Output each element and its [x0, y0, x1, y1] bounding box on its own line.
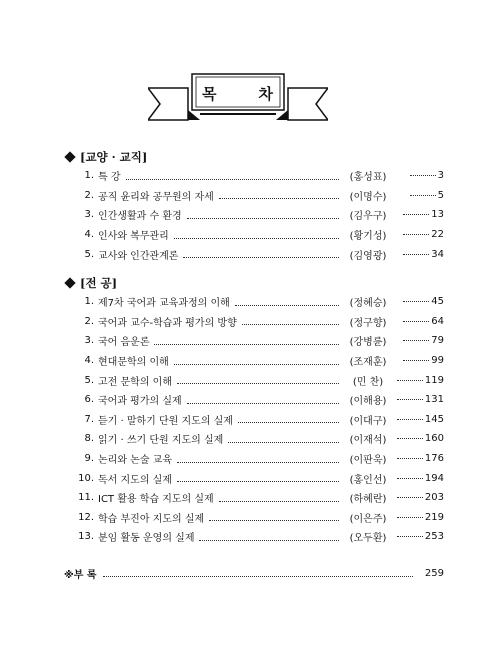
toc-row[interactable] [78, 488, 444, 508]
toc-row[interactable] [78, 205, 444, 225]
item-title: 제7차 국어과 교육과정의 이해 [98, 298, 230, 310]
item-page: 253 [394, 531, 444, 542]
item-author: (황기성) [349, 231, 387, 243]
item-author: (오두환) [349, 533, 387, 545]
item-title: 인사와 복무관리 [98, 231, 169, 243]
item-page: 45 [394, 296, 444, 307]
dot-leader [154, 343, 339, 345]
item-author: (조재훈) [349, 357, 387, 369]
item-page: 99 [394, 355, 444, 366]
dot-leader [177, 480, 339, 482]
toc-row[interactable] [78, 410, 444, 430]
item-title: 인간생활과 수 환경 [98, 211, 182, 223]
toc-row[interactable] [78, 527, 444, 547]
dot-leader [209, 519, 339, 521]
item-page: 34 [394, 249, 444, 260]
item-number: 12. [78, 511, 94, 523]
dot-leader [228, 441, 339, 443]
section-header [64, 148, 444, 166]
item-title: 학습 부진아 지도의 실제 [98, 513, 205, 525]
item-title: 국어과 교수-학습과 평가의 방향 [98, 317, 237, 329]
item-author: (정혜승) [349, 298, 387, 310]
dot-leader [126, 178, 340, 180]
dot-leader [199, 539, 339, 541]
item-author: (홍성표) [349, 172, 387, 184]
item-title: ICT 활용 학습 지도의 실제 [98, 494, 214, 506]
toc-row[interactable] [78, 292, 444, 312]
item-number: 5. [84, 248, 94, 260]
toc-row[interactable] [78, 449, 444, 469]
item-page: 79 [394, 335, 444, 346]
item-number: 3. [84, 335, 94, 347]
item-number: 6. [84, 394, 94, 406]
toc-row[interactable] [78, 508, 444, 528]
item-title: 공직 윤리와 공무원의 자세 [98, 191, 214, 203]
item-title: 듣기 · 말하기 단원 지도의 실제 [98, 415, 233, 427]
dot-leader [103, 575, 413, 577]
dot-leader [177, 461, 339, 463]
item-page: 5 [394, 190, 444, 201]
item-title: 교사와 인간관계론 [98, 250, 179, 262]
item-number: 8. [84, 433, 94, 445]
item-title: 국어 음운론 [98, 337, 150, 349]
item-page: 131 [394, 394, 444, 405]
section-title: [전 공] [80, 276, 118, 290]
item-title: 국어과 평가의 실제 [98, 396, 182, 408]
dot-leader [177, 382, 339, 384]
item-author: (이은주) [349, 513, 387, 525]
item-number: 2. [84, 315, 94, 327]
toc-row[interactable] [78, 186, 444, 206]
toc-row[interactable] [78, 331, 444, 351]
dot-leader [183, 256, 339, 258]
item-author: (이해용) [349, 396, 387, 408]
toc-title-char-2: 차 [258, 84, 274, 103]
item-number: 4. [84, 229, 94, 241]
item-number: 1. [84, 296, 94, 308]
item-author: (이판욱) [349, 455, 387, 467]
item-author: (홍인선) [349, 474, 387, 486]
dot-leader [219, 197, 339, 199]
item-title: 고전 문학의 이해 [98, 376, 172, 388]
item-author: (민 찬) [352, 376, 384, 388]
item-author: (정구향) [349, 317, 387, 329]
item-title: 읽기 · 쓰기 단원 지도의 실제 [98, 435, 224, 447]
dot-leader [187, 402, 339, 404]
toc-row[interactable] [78, 351, 444, 371]
toc-title-banner [148, 70, 328, 132]
dot-leader [219, 500, 339, 502]
item-number: 2. [84, 189, 94, 201]
diamond-bullet-icon [64, 151, 75, 162]
item-author: (김우구) [349, 211, 387, 223]
section-header [64, 274, 444, 292]
toc-row[interactable] [78, 370, 444, 390]
toc-list [78, 166, 444, 264]
section-general [64, 148, 444, 264]
dot-leader [174, 363, 339, 365]
toc-row[interactable] [78, 166, 444, 186]
item-author: (김영광) [349, 250, 387, 262]
item-page: 3 [394, 170, 444, 181]
dot-leader [235, 304, 339, 306]
item-number: 7. [84, 413, 94, 425]
item-number: 4. [84, 355, 94, 367]
item-author: (강병륜) [349, 337, 387, 349]
toc-row-appendix[interactable] [64, 564, 444, 582]
dot-leader [174, 237, 339, 239]
toc-title-char-1: 목 [202, 84, 218, 103]
item-author: (하혜란) [349, 494, 387, 506]
item-title: 특 강 [98, 172, 121, 184]
item-author: (이명수) [349, 191, 387, 203]
dot-leader [242, 323, 339, 325]
item-number: 10. [78, 472, 94, 484]
section-major [64, 274, 444, 547]
item-number: 5. [84, 374, 94, 386]
item-page: 145 [394, 414, 444, 425]
item-title: 분임 활동 운영의 실제 [98, 533, 195, 545]
toc-list [78, 292, 444, 547]
item-number: 11. [78, 492, 94, 504]
toc-row[interactable] [78, 468, 444, 488]
toc-row[interactable] [78, 429, 444, 449]
item-page: 176 [394, 453, 444, 464]
diamond-bullet-icon [64, 277, 75, 288]
item-page: 13 [394, 209, 444, 220]
item-number: 13. [78, 531, 94, 543]
item-author: (이대구) [349, 415, 387, 427]
item-page: 194 [394, 473, 444, 484]
item-page: 119 [394, 375, 444, 386]
section-title: [교양 · 교직] [80, 150, 148, 164]
toc-row[interactable] [78, 312, 444, 332]
item-author: (이재석) [349, 435, 387, 447]
item-title: 현대문학의 이해 [98, 357, 169, 369]
item-page: 160 [394, 433, 444, 444]
toc-row[interactable] [78, 225, 444, 245]
dot-leader [187, 217, 339, 219]
toc-row[interactable] [78, 244, 444, 264]
item-page: 203 [394, 492, 444, 503]
item-page: 64 [394, 316, 444, 327]
toc-title [202, 78, 274, 108]
dot-leader [238, 421, 339, 423]
item-number: 3. [84, 209, 94, 221]
appendix-page: 259 [424, 567, 444, 579]
item-number: 9. [84, 453, 94, 465]
item-number: 1. [84, 170, 94, 182]
item-title: 독서 지도의 실제 [98, 474, 172, 486]
item-title: 논리와 논술 교육 [98, 455, 172, 467]
item-page: 219 [394, 512, 444, 523]
appendix-label: ※부 록 [64, 569, 97, 581]
toc-row[interactable] [78, 390, 444, 410]
item-page: 22 [394, 229, 444, 240]
